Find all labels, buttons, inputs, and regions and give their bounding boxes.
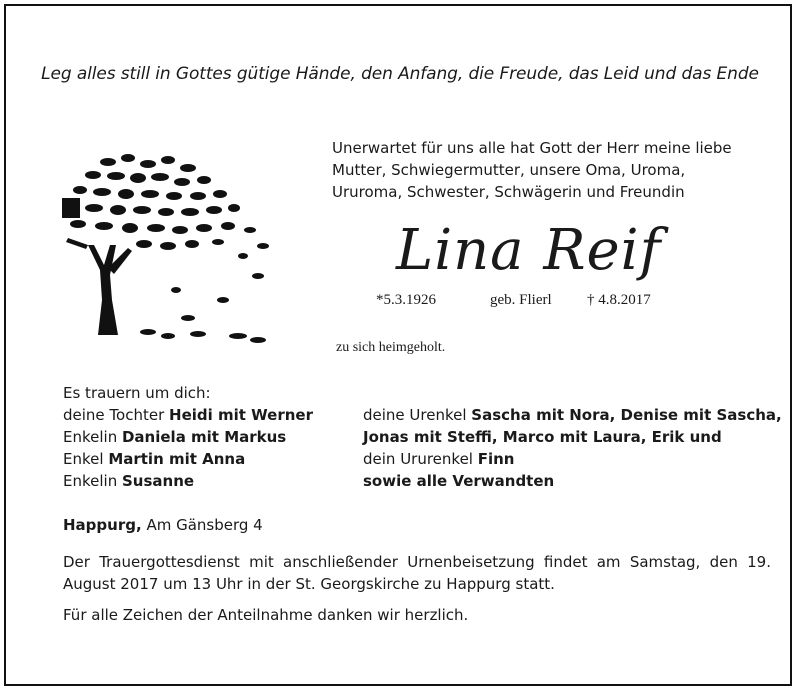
mourners-left <box>63 382 313 492</box>
mourners-right <box>363 404 782 492</box>
tree-icon <box>58 150 278 350</box>
mourner-line: deine Urenkel Sascha mit Nora, Denise mit Sascha, <box>363 406 782 424</box>
mourner-line: dein Ururenkel Finn <box>363 450 515 468</box>
deceased-name: Lina Reif <box>396 218 662 283</box>
taken-home-text: zu sich heimgeholt. <box>336 340 446 355</box>
thanks-text: Für alle Zeichen der Anteilnahme danken wir herzlich. <box>63 606 469 624</box>
mourner-line: Enkelin Daniela mit Markus <box>63 428 287 446</box>
intro-line: Ururoma, Schwester, Schwägerin und Freundin <box>332 183 685 201</box>
service-info: Der Trauergottesdienst mit anschließender Urnenbeisetzung findet am Samstag, den 19. August 2017 um 13 Uhr in der St. Georgskirche zu Happurg statt. <box>63 553 771 593</box>
address-street: Am Gänsberg 4 <box>141 516 263 534</box>
mourner-line: Enkelin Susanne <box>63 472 195 490</box>
mourner-line: deine Tochter Heidi mit Werner <box>63 406 313 424</box>
birth-date: *5.3.1926 <box>376 292 436 308</box>
maiden-name: geb. Flierl <box>490 292 552 308</box>
intro-line: Unerwartet für uns alle hat Gott der Herr meine liebe <box>332 139 732 157</box>
mourner-line: sowie alle Verwandten <box>363 472 555 490</box>
mourner-line: Enkel Martin mit Anna <box>63 450 246 468</box>
motto-verse: Leg alles still in Gottes gütige Hände, den Anfang, die Freude, das Leid und das Ende <box>41 64 759 84</box>
mourners-heading: Es trauern um dich: <box>63 384 211 402</box>
intro-line: Mutter, Schwiegermutter, unsere Oma, Uroma, <box>332 161 686 179</box>
mourner-line: Jonas mit Steffi, Marco mit Laura, Erik und <box>363 428 722 446</box>
death-date: † 4.8.2017 <box>587 292 651 308</box>
address <box>63 516 263 534</box>
address-town: Happurg, <box>63 516 142 534</box>
intro-text <box>332 137 752 203</box>
